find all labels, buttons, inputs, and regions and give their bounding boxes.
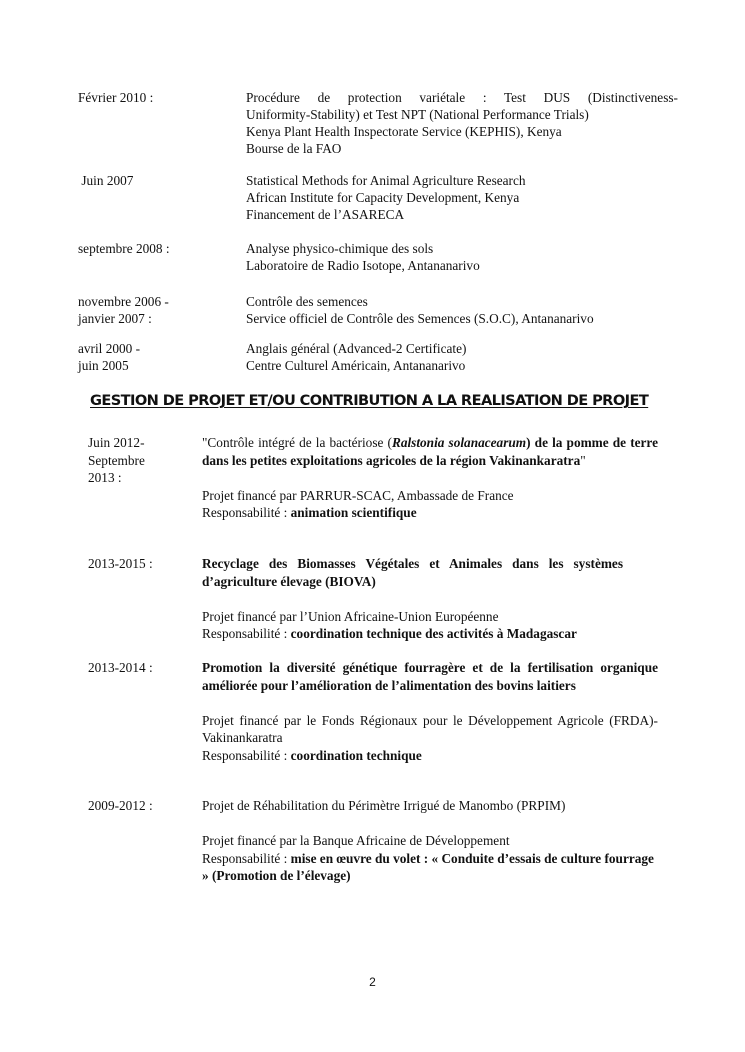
title-quote-close: " bbox=[580, 452, 586, 468]
project-responsibility bbox=[202, 850, 658, 885]
training-date-line: novembre 2006 - bbox=[78, 294, 169, 309]
training-date bbox=[78, 293, 243, 327]
project-date bbox=[88, 434, 193, 487]
training-date: Février 2010 : bbox=[78, 90, 154, 105]
training-line: Bourse de la FAO bbox=[246, 141, 342, 156]
title-species: Ralstonia solanacearum bbox=[391, 435, 527, 450]
title-quote-open: "Contrôle intégré de la bactériose ( bbox=[202, 435, 392, 450]
training-line: Anglais général (Advanced-2 Certificate) bbox=[246, 341, 467, 356]
training-line: Analyse physico-chimique des sols bbox=[246, 241, 434, 256]
training-line: Centre Culturel Américain, Antananarivo bbox=[246, 358, 466, 373]
project-responsibility bbox=[202, 504, 658, 522]
training-line: Contrôle des semences bbox=[246, 294, 368, 309]
project-date-line: 2013-2015 : bbox=[88, 556, 153, 571]
project-title: Promotion la diversité génétique fourragère et de la fertilisation organique améliorée pour l’amélioration de l’alimentation des bovins laitiers bbox=[202, 660, 658, 693]
training-details bbox=[246, 240, 678, 274]
project-date-line: Juin 2012- bbox=[88, 435, 145, 450]
project-responsibility bbox=[202, 747, 658, 765]
training-date-line: avril 2000 - bbox=[78, 341, 141, 356]
project-date-line: 2013 : bbox=[88, 470, 122, 485]
project-details bbox=[202, 555, 658, 643]
training-details bbox=[246, 172, 678, 223]
training-details bbox=[246, 340, 678, 374]
project-funding: Projet financé par la Banque Africaine de Développement bbox=[202, 833, 510, 848]
project-date bbox=[88, 555, 193, 573]
training-details bbox=[246, 293, 678, 327]
project-details bbox=[202, 797, 658, 885]
training-line: Service officiel de Contrôle des Semences (S.O.C), Antananarivo bbox=[246, 311, 594, 326]
project-date bbox=[88, 659, 193, 677]
project-funding: Projet financé par le Fonds Régionaux pour le Développement Agricole (FRDA)-Vakinankaratra bbox=[202, 712, 658, 745]
training-date bbox=[78, 340, 243, 374]
project-date-line: 2013-2014 : bbox=[88, 660, 153, 675]
responsibility-label: Responsabilité : bbox=[202, 626, 291, 641]
responsibility-label: Responsabilité : bbox=[202, 747, 291, 763]
page-number: 2 bbox=[369, 975, 376, 989]
training-line: Statistical Methods for Animal Agriculture Research bbox=[246, 173, 526, 188]
project-date-line: 2009-2012 : bbox=[88, 798, 153, 813]
training-date: septembre 2008 : bbox=[78, 241, 170, 256]
training-details bbox=[246, 89, 678, 157]
project-date bbox=[88, 797, 193, 815]
title-rest: ) de la pomme de terre dans les petites exploitations agricoles de la région Vakinankaratra bbox=[202, 435, 658, 468]
responsibility-value: coordination technique bbox=[290, 747, 422, 763]
project-funding: Projet financé par PARRUR-SCAC, Ambassade de France bbox=[202, 487, 514, 503]
responsibility-value: animation scientifique bbox=[290, 505, 417, 520]
project-date-line: Septembre bbox=[88, 452, 145, 468]
training-line: Procédure de protection variétale : Test DUS (Distinctiveness- bbox=[246, 90, 678, 105]
training-date: Juin 2007 bbox=[78, 173, 134, 188]
project-details bbox=[202, 659, 658, 764]
training-line: Financement de l’ASARECA bbox=[246, 207, 405, 222]
training-line: Uniformity-Stability) et Test NPT (National Performance Trials) bbox=[246, 107, 589, 122]
project-responsibility bbox=[202, 625, 658, 643]
project-title bbox=[202, 434, 658, 469]
project-funding: Projet financé par l’Union Africaine-Union Européenne bbox=[202, 608, 499, 624]
project-title: Projet de Réhabilitation du Périmètre Irrigué de Manombo (PRPIM) bbox=[202, 798, 566, 813]
responsibility-label: Responsabilité : bbox=[202, 850, 291, 866]
responsibility-value: mise en œuvre du volet : « Conduite d’essais de culture fourrage » (Promotion de l’élevage) bbox=[202, 850, 654, 883]
training-date-line: juin 2005 bbox=[78, 358, 129, 373]
training-line: African Institute for Capacity Development, Kenya bbox=[246, 190, 520, 205]
training-line: Kenya Plant Health Inspectorate Service (KEPHIS), Kenya bbox=[246, 124, 562, 139]
responsibility-label: Responsabilité : bbox=[202, 505, 291, 520]
project-title: Recyclage des Biomasses Végétales et Animales dans les systèmes d’agriculture élevage (BIOVA) bbox=[202, 556, 623, 589]
project-details bbox=[202, 434, 658, 522]
section-heading: GESTION DE PROJET ET/OU CONTRIBUTION A LA REALISATION DE PROJET bbox=[90, 392, 649, 409]
responsibility-value: coordination technique des activités à Madagascar bbox=[290, 626, 577, 641]
training-date-line: janvier 2007 : bbox=[78, 311, 152, 326]
training-line: Laboratoire de Radio Isotope, Antananarivo bbox=[246, 258, 480, 273]
